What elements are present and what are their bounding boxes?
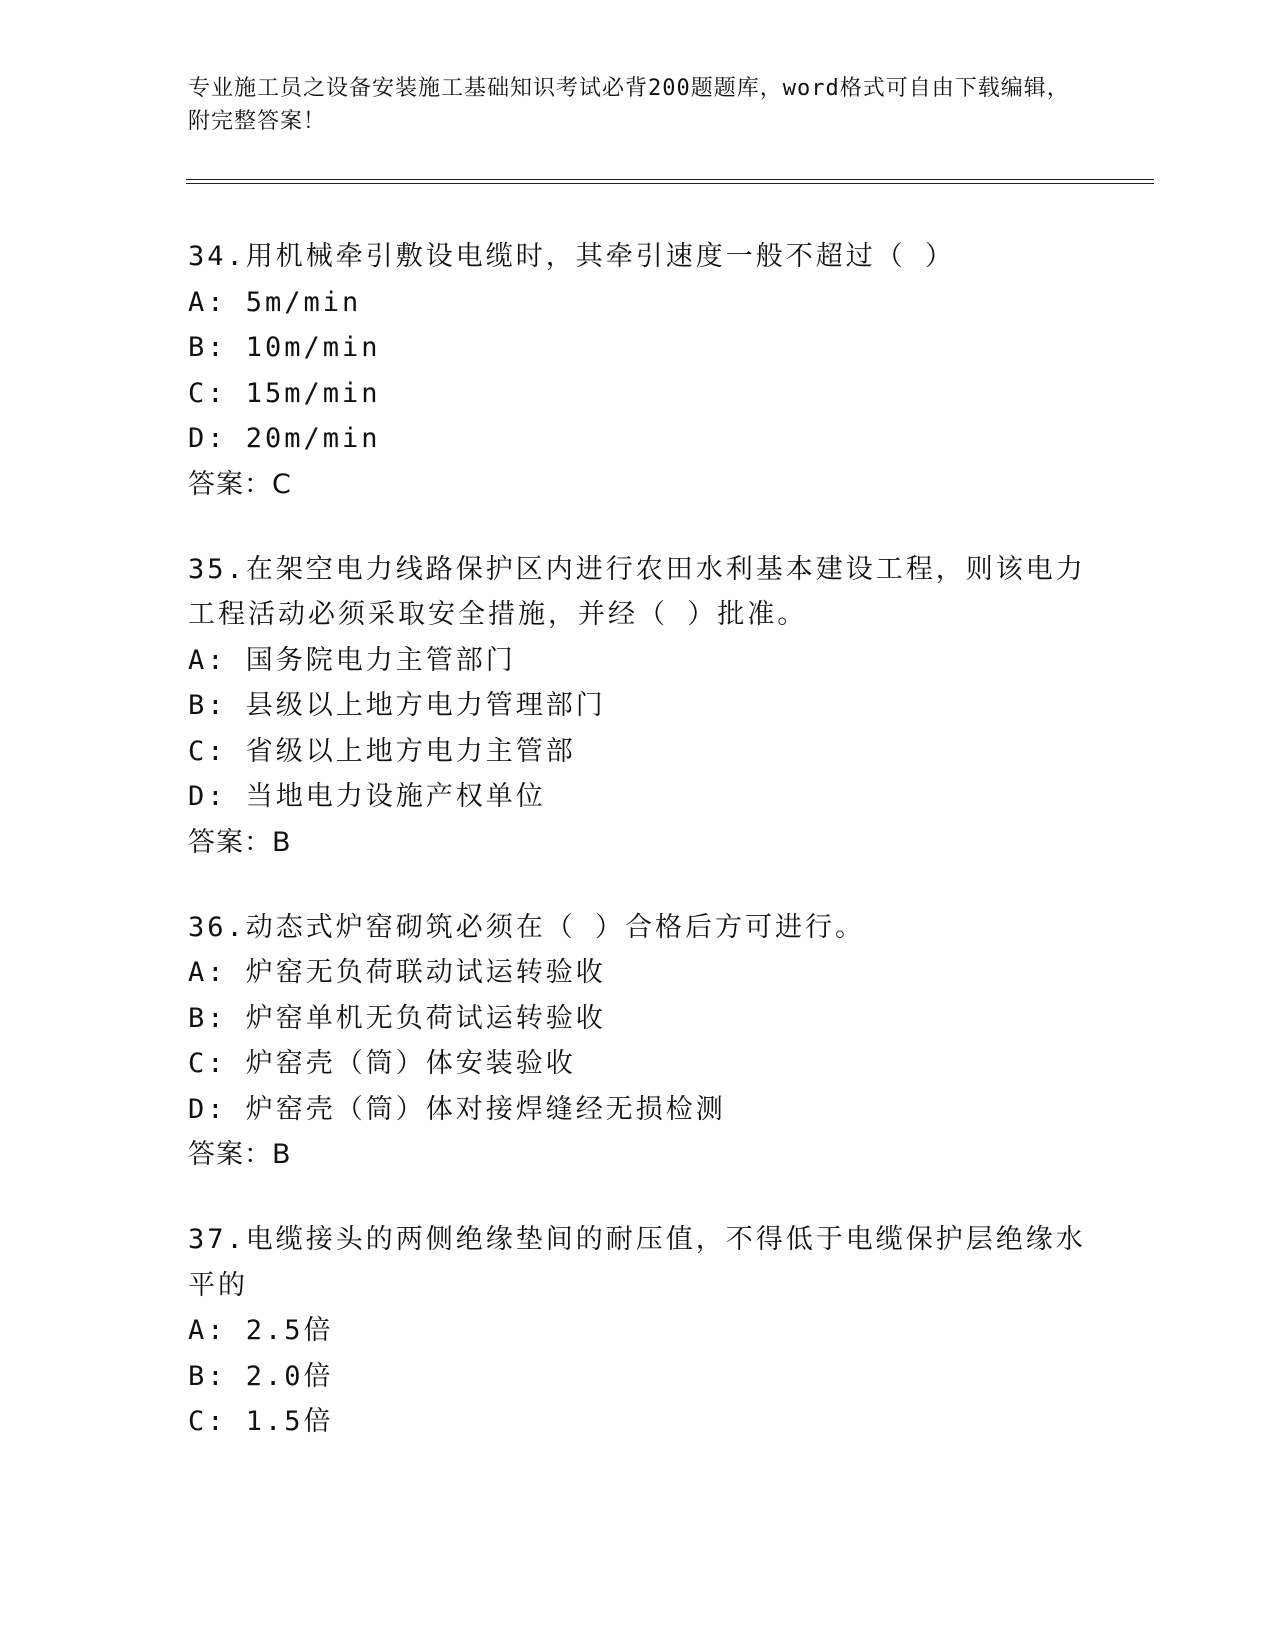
option-c: C: 15m/min (188, 377, 381, 409)
question-37 (188, 1217, 1088, 1445)
option-a: A: 炉窑无负荷联动试运转验收 (188, 957, 606, 988)
option-d: D: 炉窑壳（筒）体对接焊缝经无损检测 (188, 1093, 726, 1125)
option-c: C: 1.5倍 (188, 1406, 334, 1437)
header-rule-bottom (186, 183, 1154, 184)
option-b: B: 10m/min (188, 332, 381, 363)
answer: 答案：B (188, 1139, 292, 1170)
question-stem: 36.动态式炉窑砌筑必须在（ ）合格后方可进行。 (188, 911, 866, 943)
option-c: C: 炉窑壳（筒）体安装验收 (188, 1048, 576, 1079)
question-stem: 34.用机械牵引敷设电缆时，其牵引速度一般不超过（ ） (188, 241, 956, 272)
question-34 (188, 234, 1088, 507)
question-stem: 35.在架空电力线路保护区内进行农田水利基本建设工程，则该电力工程活动必须采取安全措施，并经（ ）批准。 (188, 553, 1086, 630)
option-a: A: 5m/min (188, 286, 362, 318)
option-d: D: 当地电力设施产权单位 (188, 781, 546, 812)
header-rule-top (186, 179, 1154, 180)
option-c: C: 省级以上地方电力主管部 (188, 735, 576, 767)
answer: 答案：C (188, 468, 292, 500)
question-list (188, 234, 1088, 1485)
option-d: D: 20m/min (188, 423, 381, 454)
question-35 (188, 547, 1088, 865)
option-b: B: 县级以上地方电力管理部门 (188, 690, 606, 721)
option-a: A: 国务院电力主管部门 (188, 644, 516, 676)
question-stem: 37.电缆接头的两侧绝缘垫间的耐压值，不得低于电缆保护层绝缘水平的 (188, 1224, 1086, 1301)
option-b: B: 炉窑单机无负荷试运转验收 (188, 1002, 606, 1034)
option-b: B: 2.0倍 (188, 1360, 334, 1392)
question-36 (188, 905, 1088, 1178)
document-header: 专业施工员之设备安装施工基础知识考试必背200题题库，word格式可自由下载编辑，附完整答案！ (188, 76, 1070, 134)
answer: 答案：B (188, 826, 292, 858)
option-a: A: 2.5倍 (188, 1315, 334, 1346)
